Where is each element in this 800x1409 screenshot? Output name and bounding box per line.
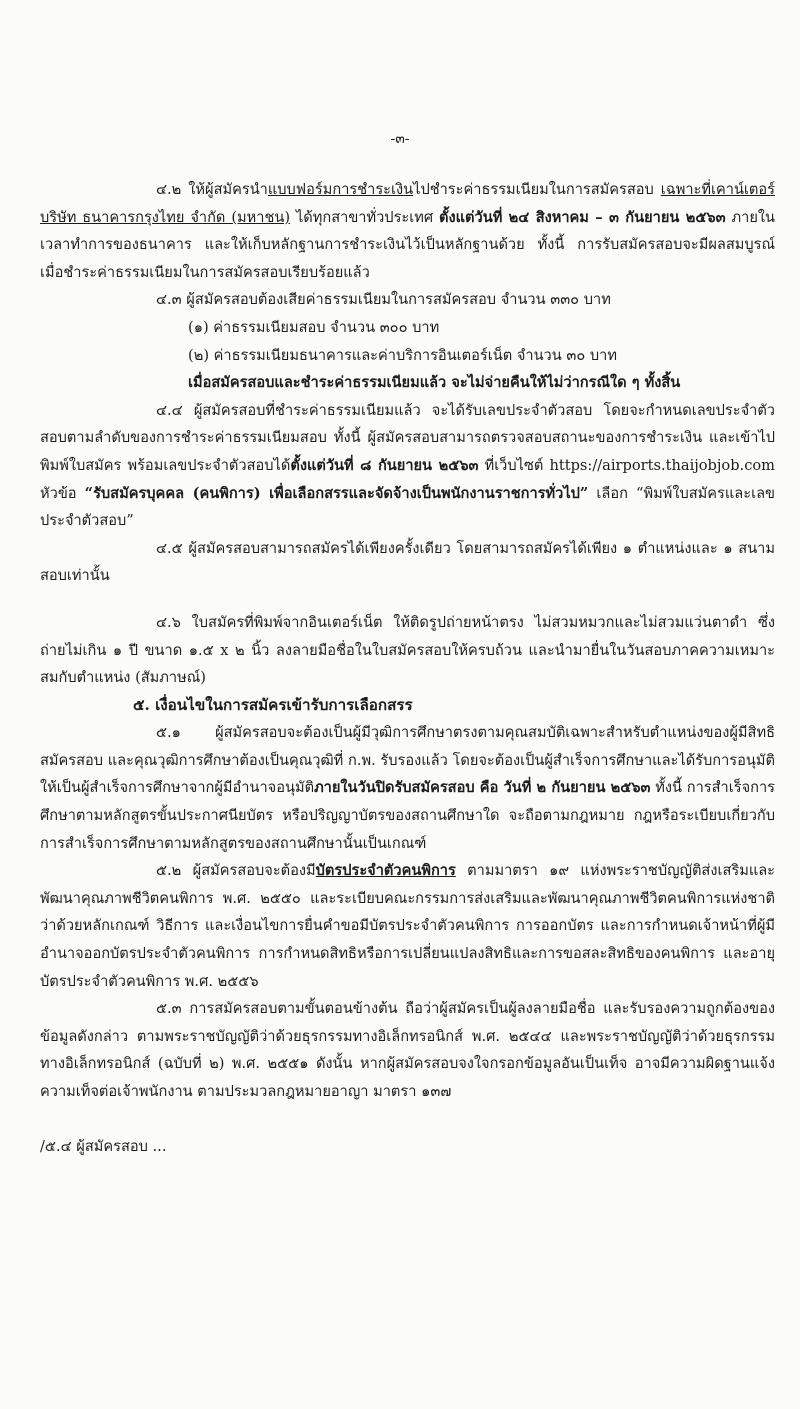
text: ได้ทุกสาขาทั่วประเทศ: [290, 208, 440, 226]
bold-underlined-text: บัตรประจำตัวคนพิการ: [315, 862, 456, 880]
text: เลือก “พิมพ์ใบสมัครและเลขประจำตัวสอบ”: [40, 484, 775, 530]
paragraph-4-2: [40, 176, 775, 286]
paragraph-5-3: ๕.๓ การสมัครสอบตามขั้นตอนข้างต้น ถือว่าผู้สมัครเป็นผู้ลงลายมือชื่อ และรับรองความถูกต้องของข้อมูลดังกล่าว ตามพระราชบัญญัติว่าด้วยธุรกรรมทางอิเล็กทรอนิกส์ พ.ศ. ๒๕๔๔ และพระราชบัญญัติว่าด้วยธุรกรรมทางอิเล็กทรอนิกส์ (ฉบับที่ ๒) พ.ศ. ๒๕๕๑ ดังนั้น หากผู้สมัครสอบจงใจกรอกข้อมูลอันเป็นเท็จ อาจมีความผิดฐานแจ้งความเท็จต่อเจ้าพนักงาน ตามประมวลกฎหมายอาญา มาตรา ๑๓๗: [40, 1000, 775, 1100]
text: ๕.๒ ผู้สมัครสอบจะต้องมี: [156, 862, 316, 880]
bold-date-range: ตั้งแต่วันที่ ๒๔ สิงหาคม – ๓ กันยายน ๒๕๖๓: [439, 208, 726, 226]
document-body: [40, 176, 775, 1160]
text: ทั้งนี้ การสำเร็จการศึกษาตามหลักสูตรขั้นประกาศนียบัตร หรือปริญญาบัตรของสถานศึกษาใด จะถือตามกฎหมาย กฎหรือระเบียบเกี่ยวกับการสำเร็จการศึกษาตามหลักสูตรของสถานศึกษานั้นเป็นเกณฑ์: [40, 779, 775, 852]
text: ที่เว็บไซต์ https://airports.thaijobjob.com หัวข้อ: [40, 456, 775, 502]
section-5-title: ๕. เงื่อนไขในการสมัครเข้ารับการเลือกสรร: [133, 695, 413, 714]
continuation-note: /๕.๔ ผู้สมัครสอบ ...: [40, 1137, 167, 1155]
text: ๕.๑ ผู้สมัครสอบจะต้องเป็นผู้มีวุฒิการศึกษาตรงตามคุณสมบัติเฉพาะสำหรับตำแหน่งของผู้มีสิทธิสมัครสอบ และคุณวุฒิการศึกษาต้องเป็นคุณวุฒิที่ ก.พ. รับรองแล้ว โดยจะต้องเป็นผู้สำเร็จการศึกษาและได้รับการอนุมัติให้เป็นผู้สำเร็จการศึกษาจากผู้มีอำนาจอนุมัติ: [40, 724, 775, 797]
paragraph-4-4: [40, 397, 775, 535]
bold-date: ตั้งแต่วันที่ ๘ กันยายน ๒๕๖๓: [290, 456, 479, 474]
bold-topic: “รับสมัครบุคคล (คนพิการ) เพื่อเลือกสรรและจัดจ้างเป็นพนักงานราชการทั่วไป”: [84, 484, 589, 502]
fee-item-2: (๒) ค่าธรรมเนียมธนาคารและค่าบริการอินเตอร์เน็ต จำนวน ๓๐ บาท: [188, 346, 617, 364]
paragraph-4-3: ๔.๓ ผู้สมัครสอบต้องเสียค่าธรรมเนียมในการสมัครสอบ จำนวน ๓๓๐ บาท: [156, 291, 611, 309]
text: ภายในเวลาทำการของธนาคาร และให้เก็บหลักฐานการชำระเงินไว้เป็นหลักฐานด้วย ทั้งนี้ การรับสมัครสอบจะมีผลสมบูรณ์ เมื่อชำระค่าธรรมเนียมในการสมัครสอบเรียบร้อยแล้ว: [40, 208, 776, 281]
paragraph-4-5: ๔.๕ ผู้สมัครสอบสามารถสมัครได้เพียงครั้งเดียว โดยสามารถสมัครได้เพียง ๑ ตำแหน่งและ ๑ สนามสอบเท่านั้น: [40, 539, 775, 585]
fee-item-1: (๑) ค่าธรรมเนียมสอบ จำนวน ๓๐๐ บาท: [188, 318, 440, 336]
underlined-text: เฉพาะที่เคาน์เตอร์ บริษัท ธนาคารกรุงไทย จำกัด (มหาชน): [40, 181, 775, 226]
paragraph-5-2: [40, 857, 775, 995]
text: ไปชำระค่าธรรมเนียมในการสมัครสอบ: [413, 181, 661, 198]
no-refund-note: เมื่อสมัครสอบและชำระค่าธรรมเนียมแล้ว จะไม่จ่ายคืนให้ไม่ว่ากรณีใด ๆ ทั้งสิ้น: [188, 374, 681, 392]
text: ตามมาตรา ๑๙ แห่งพระราชบัญญัติส่งเสริมและพัฒนาคุณภาพชีวิตคนพิการ พ.ศ. ๒๕๕๐ และระเบียบคณะกรรมการส่งเสริมและพัฒนาคุณภาพชีวิตคนพิการแห่งชาติ ว่าด้วยหลักเกณฑ์ วิธีการ และเงื่อนไขการยื่นคำขอมีบัตรประจำตัวคนพิการ การออกบัตร และการกำหนดเจ้าหน้าที่ผู้มีอำนาจออกบัตรประจำตัวคนพิการ การกำหนดสิทธิหรือการเปลี่ยนแปลงสิทธิและการขอสละสิทธิของคนพิการ และอายุบัตรประจำตัวคนพิการ พ.ศ. ๒๕๕๖: [40, 862, 776, 990]
page-number: -๓-: [390, 131, 410, 147]
text: ๔.๔ ผู้สมัครสอบที่ชำระค่าธรรมเนียมแล้ว จะได้รับเลขประจำตัวสอบ โดยจะกำหนดเลขประจำตัวสอบตามลำดับของการชำระค่าธรรมเนียมสอบ ทั้งนี้ ผู้สมัครสอบสามารถตรวจสอบสถานะของการชำระเงิน และเข้าไปพิมพ์ใบสมัคร พร้อมเลขประจำตัวสอบได้: [40, 401, 775, 474]
text: ๔.๒ ให้ผู้สมัครนำ: [156, 181, 268, 198]
bold-deadline: ภายในวันปิดรับสมัครสอบ คือ วันที่ ๒ กันยายน ๒๕๖๓: [314, 779, 651, 797]
underlined-text: แบบฟอร์มการชำระเงิน: [267, 181, 414, 198]
paragraph-4-6: ๔.๖ ใบสมัครที่พิมพ์จากอินเตอร์เน็ต ให้ติดรูปถ่ายหน้าตรง ไม่สวมหมวกและไม่สวมแว่นตาดำ ซึ่งถ่ายไม่เกิน ๑ ปี ขนาด ๑.๕ x ๒ นิ้ว ลงลายมือชื่อในใบสมัครสอบให้ครบถ้วน และนำมายื่นในวันสอบภาคความเหมาะสมกับตำแหน่ง (สัมภาษณ์): [40, 613, 775, 687]
paragraph-5-1: [40, 719, 775, 857]
